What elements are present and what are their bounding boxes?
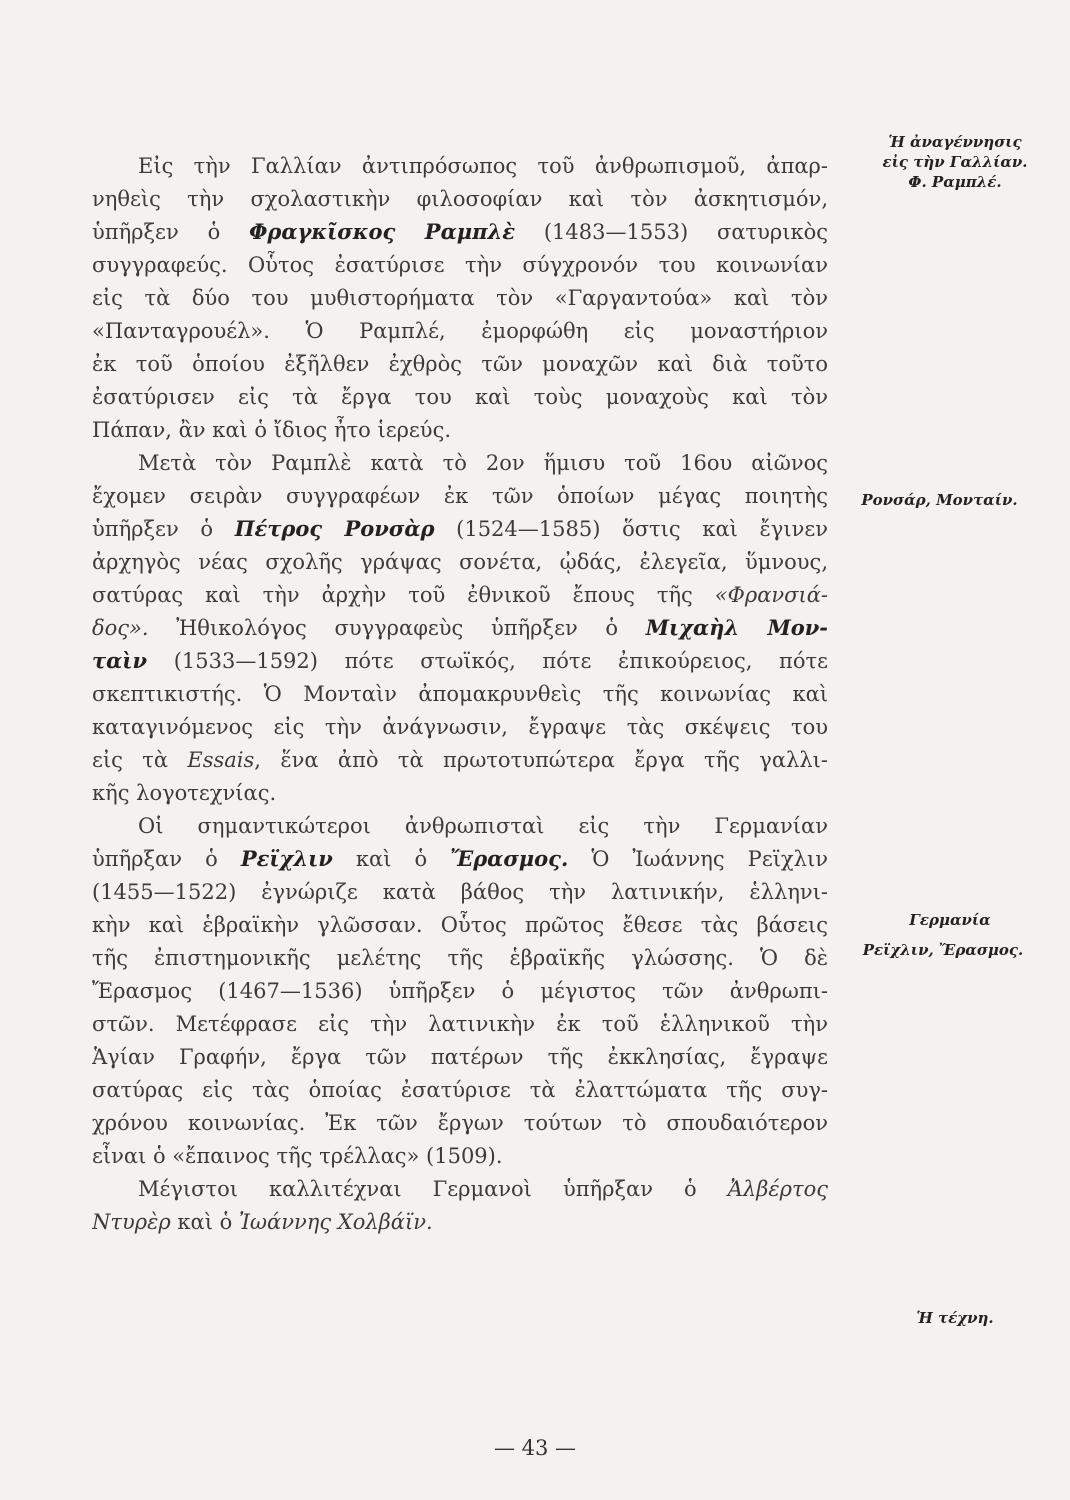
text-line: σατύρας εἰς τὰς ὁποίας ἐσατύρισε τὰ ἐλαττώματα τῆς συγ-: [92, 1078, 828, 1102]
text-line: [92, 614, 828, 642]
title-franciade-end: δος».: [92, 616, 149, 640]
text-line: Οἱ σημαντικώτεροι ἀνθρωπισταὶ εἰς τὴν Γερμανίαν: [138, 814, 828, 838]
text-line: Πάπαν, ἂν καὶ ὁ ἴδιος ἦτο ἱερεύς.: [92, 418, 451, 442]
text-span: σατύρας καὶ τὴν ἀρχὴν τοῦ ἐθνικοῦ ἔπους τῆς: [92, 583, 693, 607]
name-albrecht: Ἀλβέρτος: [727, 1177, 828, 1201]
text-line: εἰς τὰ δύο του μυθιστορήματα τὸν «Γαργαντούα» καὶ τὸν: [92, 286, 828, 310]
margin-note-art: Ἡ τέχνη.: [916, 1309, 994, 1327]
text-span: (1483—1553) σατυρικὸς: [543, 220, 828, 244]
name-ronsard: Πέτρος Ρονσὰρ: [234, 516, 435, 541]
text-line: κὴν καὶ ἑβραϊκὴν γλῶσσαν. Οὗτος πρῶτος ἔθεσε τὰς βάσεις: [92, 913, 828, 937]
text-line: ἀρχηγὸς νέας σχολῆς γράψας σονέτα, ᾠδάς, ἐλεγεῖα, ὕμνους,: [92, 550, 828, 574]
text-line: [92, 218, 828, 246]
text-line: νηθεὶς τὴν σχολαστικὴν φιλοσοφίαν καὶ τὸν ἀσκητισμόν,: [92, 187, 828, 211]
text-span: ὑπῆρξεν ὁ: [92, 220, 221, 244]
text-line: καταγινόμενος εἰς τὴν ἀνάγνωσιν, ἔγραψε τὰς σκέψεις του: [92, 715, 828, 739]
text-line: χρόνου κοινωνίας. Ἐκ τῶν ἔργων τούτων τὸ σπουδαιότερον: [92, 1111, 828, 1135]
text-line: Ἁγίαν Γραφήν, ἔργα τῶν πατέρων τῆς ἐκκλησίας, ἔγραψε: [92, 1045, 828, 1069]
margin-note-germany: Γερμανία: [909, 911, 991, 929]
text-line: [92, 647, 828, 675]
text-line: ἐσατύρισεν εἰς τὰ ἔργα του καὶ τοὺς μοναχοὺς καὶ τὸν: [92, 385, 828, 409]
margin-note-renaissance: [860, 132, 1050, 192]
text-line: στῶν. Μετέφρασε εἰς τὴν λατινικὴν ἐκ τοῦ ἑλληνικοῦ τὴν: [92, 1012, 828, 1036]
text-span: ὑπῆρξεν ὁ: [92, 517, 214, 541]
text-span: καὶ ὁ: [177, 1210, 233, 1234]
text-line: [138, 1175, 828, 1203]
text-line: σκεπτικιστής. Ὁ Μονταὶν ἀπομακρυνθεὶς τῆς κοινωνίας καὶ: [92, 682, 828, 706]
text-span: Ὁ Ἰωάννης Ρεϊχλιν: [591, 847, 828, 871]
name-reuchlin: Ρεϊχλιν: [240, 846, 333, 871]
text-line: ἐκ τοῦ ὁποίου ἐξῆλθεν ἐχθρὸς τῶν μοναχῶν καὶ διὰ τοῦτο: [92, 352, 828, 376]
name-erasmus: Ἔρασμος.: [450, 846, 569, 871]
name-ramble: Φραγκῖσκος Ραμπλὲ: [249, 219, 515, 244]
text-line: [92, 845, 828, 873]
text-line: εἶναι ὁ «ἔπαινος τῆς τρέλλας» (1509).: [92, 1144, 503, 1168]
margin-note-ronsard: Ρονσάρ, Μονταίν.: [861, 491, 1018, 509]
text-line: κῆς λογοτεχνίας.: [92, 781, 277, 805]
title-essais: Essais: [187, 748, 255, 772]
name-durer: Ντυρὲρ: [92, 1210, 171, 1234]
text-span: , ἕνα ἀπὸ τὰ πρωτοτυπώτερα ἔργα τῆς γαλλι-: [254, 748, 828, 772]
text-line: [92, 746, 828, 774]
name-montaigne: Μιχαὴλ Μον-: [645, 615, 828, 640]
margin-note-line: Ἡ ἀναγέννησις: [888, 133, 1022, 151]
text-span: Μέγιστοι καλλιτέχναι Γερμανοὶ ὑπῆρξαν ὁ: [138, 1177, 697, 1201]
text-line: (1455—1522) ἐγνώριζε κατὰ βάθος τὴν λατινικήν, ἑλληνι-: [92, 880, 828, 904]
name-montaigne-end: ταὶν: [92, 648, 148, 673]
text-line: τῆς ἐπιστημονικῆς μελέτης τῆς ἑβραϊκῆς γλώσσης. Ὁ δὲ: [92, 946, 828, 970]
page-number: — 43 —: [493, 1436, 577, 1460]
margin-note-reuchlin: Ρεϊχλιν, Ἔρασμος.: [862, 941, 1024, 959]
text-line: [92, 515, 828, 543]
text-span: ὑπῆρξαν ὁ: [92, 847, 218, 871]
margin-note-line: Φ. Ραμπλέ.: [908, 173, 1002, 191]
text-line: Εἰς τὴν Γαλλίαν ἀντιπρόσωπος τοῦ ἀνθρωπισμοῦ, ἀπαρ-: [138, 154, 828, 178]
text-line: [92, 1208, 828, 1236]
text-line: ἔχομεν σειρὰν συγγραφέων ἐκ τῶν ὁποίων μέγας ποιητὴς: [92, 484, 828, 508]
text-span: (1533—1592) πότε στωϊκός, πότε ἐπικούρειος, πότε: [173, 649, 828, 673]
text-span: εἰς τὰ: [92, 748, 169, 772]
text-line: [92, 581, 828, 609]
text-span: Ἠθικολόγος συγγραφεὺς ὑπῆρξεν ὁ: [176, 616, 619, 640]
text-line: «Πανταγρουέλ». Ὁ Ραμπλέ, ἐμορφώθη εἰς μοναστήριον: [92, 319, 828, 343]
margin-note-line: εἰς τὴν Γαλλίαν.: [882, 153, 1028, 171]
name-holbein: Ἰωάννης Χολβάϊν.: [238, 1210, 433, 1234]
text-line: Ἔρασμος (1467—1536) ὑπῆρξεν ὁ μέγιστος τῶν ἀνθρωπι-: [92, 979, 828, 1003]
text-span: (1524—1585) ὅστις καὶ ἔγινεν: [456, 517, 828, 541]
text-span: καὶ ὁ: [355, 847, 428, 871]
title-franciade: «Φρανσιά-: [714, 583, 828, 607]
text-line: συγγραφεύς. Οὗτος ἐσατύρισε τὴν σύγχρονόν του κοινωνίαν: [92, 253, 828, 277]
text-line: Μετὰ τὸν Ραμπλὲ κατὰ τὸ 2ον ἥμισυ τοῦ 16ου αἰῶνος: [138, 451, 828, 475]
